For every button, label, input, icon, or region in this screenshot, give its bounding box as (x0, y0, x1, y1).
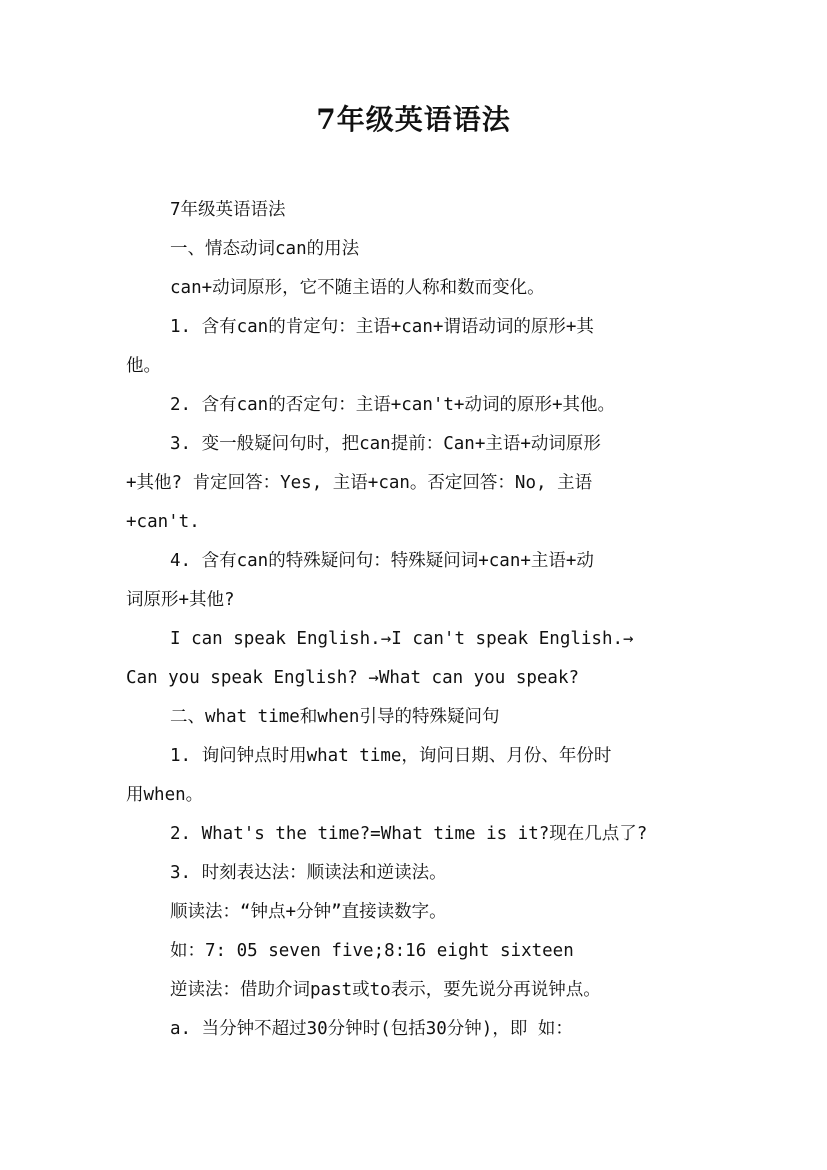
text-line: 逆读法：借助介词past或to表示，要先说分再说钟点。 (170, 980, 601, 1000)
document-body (126, 191, 716, 1049)
text-line: 顺读法：“钟点+分钟”直接读数字。 (170, 902, 447, 922)
text-line: 如：7: 05 seven five;8:16 eight sixteen (170, 941, 574, 961)
text-line: 1. 询问钟点时用what time，询问日期、月份、年份时 (170, 746, 612, 766)
text-line: I can speak English.→I can't speak English.→ (170, 629, 634, 649)
text-line: can+动词原形，它不随主语的人称和数而变化。 (170, 278, 545, 298)
document-title: 7年级英语语法 (316, 103, 511, 136)
text-line: 一、情态动词can的用法 (170, 239, 360, 259)
text-line: 他。 (126, 356, 161, 376)
text-line: 1. 含有can的肯定句：主语+can+谓语动词的原形+其 (170, 317, 594, 337)
text-line: 词原形+其他? (126, 590, 235, 610)
text-line: 3. 变一般疑问句时，把can提前：Can+主语+动词原形 (170, 434, 601, 454)
text-line: +can't. (126, 512, 200, 532)
text-line: 2. 含有can的否定句：主语+can't+动词的原形+其他。 (170, 395, 616, 415)
text-line: 用when。 (126, 785, 204, 805)
text-line: a. 当分钟不超过30分钟时(包括30分钟)，即 如： (170, 1019, 573, 1039)
text-line: 3. 时刻表达法：顺读法和逆读法。 (170, 863, 447, 883)
text-line: 2. What's the time?=What time is it?现在几点了? (170, 824, 648, 844)
text-line: 7年级英语语法 (170, 200, 286, 220)
text-line: 二、what time和when引导的特殊疑问句 (170, 707, 500, 727)
text-line: 4. 含有can的特殊疑问句：特殊疑问词+can+主语+动 (170, 551, 594, 571)
text-line: Can you speak English? →What can you speak? (126, 668, 580, 688)
text-line: +其他? 肯定回答：Yes, 主语+can。否定回答：No, 主语 (126, 473, 593, 493)
